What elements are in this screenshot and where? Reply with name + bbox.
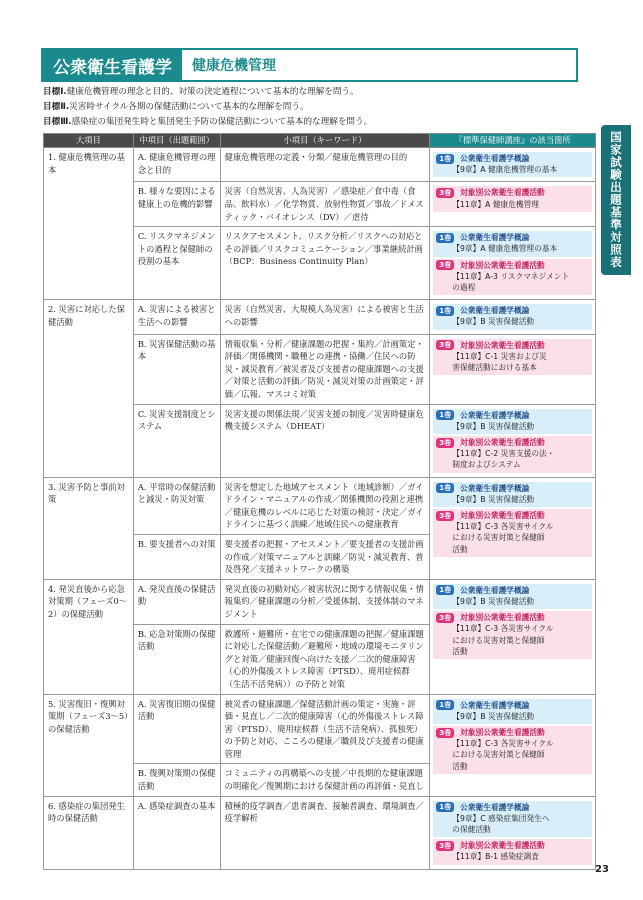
keyword-cell: 災害支援の関係法規／災害支援の制度／災害時健康危機支援システム（DHEAT） bbox=[220, 404, 430, 477]
book-title: 公衆衛生看護学概論 bbox=[460, 802, 530, 812]
table-row bbox=[44, 579, 596, 624]
reference-line: の保健活動 bbox=[452, 825, 491, 835]
major-item-cell: 5. 災害復旧・復興対策期（フェーズ3〜5）の保健活動 bbox=[44, 694, 134, 796]
table-header-row bbox=[44, 134, 596, 148]
reference-heading bbox=[436, 437, 589, 448]
volume-badge: 1巻 bbox=[436, 585, 454, 595]
reference-line: 活動 bbox=[452, 544, 468, 554]
page-header bbox=[41, 48, 578, 82]
goal-text: 感染症の集団発生時と集団発生予防の保健活動について基本的な理解を問う。 bbox=[71, 117, 373, 127]
mid-item-cell: A. 災害復旧期の保健活動 bbox=[133, 694, 220, 764]
reference-heading bbox=[436, 153, 589, 164]
reference-heading bbox=[436, 260, 589, 271]
reference-line: 【9章】B 災害保健活動 bbox=[452, 421, 535, 431]
book-title: 対象別公衆衛生看護活動 bbox=[460, 727, 545, 737]
keyword-cell: 情報収集・分析／健康課題の把握・集約／計画策定・評価／関係機関・職種との連携・協働／住民への防災・減災教育／被災者及び支援者の健康課題への支援／対策と活動の評価／防災・減災対策の計画策定・評価／広報、マスコミ対策 bbox=[220, 334, 430, 404]
mid-item-cell: C. リスクマネジメントの過程と保健師の役割の基本 bbox=[133, 227, 220, 300]
page-title: 公衆衛生看護学 bbox=[43, 50, 182, 80]
major-item-cell: 6. 感染症の集団発生時の保健活動 bbox=[44, 796, 134, 869]
book-title: 対象別公衆衛生看護活動 bbox=[460, 188, 545, 198]
volume-badge: 3巻 bbox=[436, 260, 454, 270]
volume-badge: 1巻 bbox=[436, 483, 454, 493]
major-item-cell: 1. 健康危機管理の基本 bbox=[44, 148, 134, 300]
book-title: 対象別公衆衛生看護活動 bbox=[460, 511, 545, 520]
reference-line: における災害対策と保健師 bbox=[452, 533, 545, 543]
reference-block bbox=[433, 231, 592, 256]
major-item-cell: 3. 災害予防と事前対策 bbox=[44, 477, 134, 579]
goal-text: 健康危機管理の理念と目的、対策の決定過程について基本的な理解を問う。 bbox=[66, 87, 359, 97]
keyword-cell: 健康危機管理の定義・分類／健康危機管理の目的 bbox=[220, 148, 430, 182]
volume-badge: 3巻 bbox=[436, 841, 454, 851]
reference-block bbox=[433, 726, 592, 774]
reference-block bbox=[433, 409, 592, 434]
reference-line: における災害対策と保健師 bbox=[452, 750, 545, 760]
reference-line: 【9章】B 災害保健活動 bbox=[452, 494, 535, 504]
mid-item-cell: B. 応急対策期の保健活動 bbox=[133, 624, 220, 694]
book-title: 対象別公衆衛生看護活動 bbox=[460, 340, 545, 350]
goal-item bbox=[43, 85, 583, 100]
keyword-cell: 災害（自然災害、大規模人為災害）による被害と生活への影響 bbox=[220, 300, 430, 334]
reference-line: 制度およびシステム bbox=[452, 460, 521, 470]
reference-line: 【11章】C-3 各災害サイクル bbox=[452, 522, 554, 532]
reference-line: 【9章】B 災害保健活動 bbox=[452, 711, 535, 721]
book-title: 公衆衛生看護学概論 bbox=[460, 306, 530, 316]
header-ref: 『標準保健師講座』の該当箇所 bbox=[430, 134, 596, 148]
volume-badge: 3巻 bbox=[436, 188, 454, 198]
exam-criteria-table bbox=[43, 133, 596, 870]
keyword-cell: 災害を想定した地域アセスメント（地域診断）／ガイドライン・マニュアルの作成／関係機関の役割と連携／健康危機のレベルに応じた対策の検討・決定／ガイドラインに基づく訓練／地域住民への健康教育 bbox=[220, 477, 430, 534]
reference-heading bbox=[436, 410, 589, 421]
keyword-cell: 積極的疫学調査／患者調査、接触者調査、環境調査／疫学解析 bbox=[220, 796, 430, 869]
reference-line: 【9章】B 災害保健活動 bbox=[452, 596, 535, 606]
reference-heading bbox=[436, 727, 589, 738]
mid-item-cell: A. 災害による被害と生活への影響 bbox=[133, 300, 220, 334]
keyword-cell: コミュニティの再構築への支援／中長期的な健康課題の明確化／復興期における保健計画の再評価・見直し bbox=[220, 764, 430, 796]
mid-item-cell: B. 様々な要因による健康上の危機的影響 bbox=[133, 182, 220, 227]
book-title: 対象別公衆衛生看護活動 bbox=[460, 613, 545, 623]
reference-block bbox=[433, 584, 592, 609]
table-body bbox=[44, 148, 596, 870]
book-title: 対象別公衆衛生看護活動 bbox=[460, 841, 545, 851]
header-mid: 中項目（出題範囲） bbox=[133, 134, 220, 148]
header-minor: 小項目（キーワード） bbox=[220, 134, 430, 148]
goal-item bbox=[43, 100, 583, 115]
volume-badge: 3巻 bbox=[436, 340, 454, 350]
reference-cell bbox=[430, 334, 596, 404]
reference-block bbox=[433, 436, 592, 473]
reference-line: 【9章】A 健康危機管理の基本 bbox=[452, 165, 558, 175]
reference-block bbox=[433, 611, 592, 659]
volume-badge: 3巻 bbox=[436, 613, 454, 623]
reference-heading bbox=[436, 187, 589, 198]
keyword-cell: 被災者の健康課題／保健活動計画の策定・実施・評価・見直し／二次的健康障害（心的外傷後ストレス障害（PTSD）、廃用症候群（生活不活発病）、孤独死）の予防と対応、こころの健康／職員及び支援者の健康管理 bbox=[220, 694, 430, 764]
goal-label: 目標Ⅲ. bbox=[43, 117, 72, 127]
keyword-cell: 発災直後の初動対応／被害状況に関する情報収集・情報集約／健康課題の分析／受援体制、支援体制のマネジメント bbox=[220, 579, 430, 624]
book-title: 公衆衛生看護学概論 bbox=[460, 410, 530, 420]
reference-block bbox=[433, 339, 592, 376]
reference-cell bbox=[430, 148, 596, 182]
reference-line: における災害対策と保健師 bbox=[452, 635, 545, 645]
table-row bbox=[44, 148, 596, 182]
table-row bbox=[44, 796, 596, 869]
book-title: 対象別公衆衛生看護活動 bbox=[460, 260, 545, 270]
reference-line: 活動 bbox=[452, 646, 468, 656]
reference-line: 【11章】A 健康危機管理 bbox=[452, 199, 539, 209]
reference-line: の過程 bbox=[452, 283, 476, 292]
mid-item-cell: A. 発災直後の保健活動 bbox=[133, 579, 220, 624]
goal-label: 目標Ⅰ. bbox=[43, 87, 67, 97]
mid-item-cell: A. 感染症調査の基本 bbox=[133, 796, 220, 869]
reference-line: 【11章】A-3 リスクマネジメント bbox=[452, 271, 570, 281]
reference-heading bbox=[436, 483, 589, 494]
volume-badge: 1巻 bbox=[436, 306, 454, 316]
keyword-cell: 要支援者の把握・アセスメント／要支援者の支援計画の作成／対策マニュアルと訓練／防災・減災教育、普及啓発／支援ネットワークの構築 bbox=[220, 534, 430, 579]
keyword-cell: 救護所・避難所・在宅での健康課題の把握／健康課題に対応した保健活動／避難所・地域の環境モニタリングと対策／健康回復へ向けた支援／二次的健康障害（心的外傷後ストレス障害（PTSD）、廃用症候群（生活不活発病））の予防と対策 bbox=[220, 624, 430, 694]
reference-line: 【9章】C 感染症集団発生へ bbox=[452, 813, 550, 823]
reference-line: 【11章】C-2 災害支援の法・ bbox=[452, 449, 555, 459]
reference-block bbox=[433, 259, 592, 296]
reference-line: 【11章】B-1 感染症調査 bbox=[452, 852, 539, 862]
side-index-tab[interactable]: 国家試験出題基準対照表 bbox=[601, 125, 631, 275]
reference-block bbox=[433, 801, 592, 838]
reference-line: 【9章】B 災害保健活動 bbox=[452, 317, 535, 327]
volume-badge: 3巻 bbox=[436, 728, 454, 738]
page-subtitle: 健康危機管理 bbox=[192, 58, 276, 74]
reference-line: 活動 bbox=[452, 761, 468, 771]
volume-badge: 3巻 bbox=[436, 511, 454, 521]
reference-heading bbox=[436, 305, 589, 316]
reference-heading bbox=[436, 700, 589, 711]
reference-line: 【11章】C-3 各災害サイクル bbox=[452, 624, 554, 634]
reference-block bbox=[433, 509, 592, 557]
reference-cell bbox=[430, 227, 596, 300]
volume-badge: 1巻 bbox=[436, 700, 454, 710]
reference-cell bbox=[430, 182, 596, 227]
mid-item-cell: C. 災害支援制度とシステム bbox=[133, 404, 220, 477]
reference-block bbox=[433, 152, 592, 177]
reference-block bbox=[433, 186, 592, 211]
reference-block bbox=[433, 839, 592, 864]
reference-heading bbox=[436, 510, 589, 521]
reference-heading bbox=[436, 612, 589, 623]
major-item-cell: 2. 災害に対応した保健活動 bbox=[44, 300, 134, 477]
reference-cell bbox=[430, 404, 596, 477]
volume-badge: 1巻 bbox=[436, 410, 454, 420]
mid-item-cell: B. 災害保健活動の基本 bbox=[133, 334, 220, 404]
reference-heading bbox=[436, 840, 589, 851]
book-title: 対象別公衆衛生看護活動 bbox=[460, 437, 545, 447]
keyword-cell: リスクアセスメント、リスク分析／リスクへの対応とその評価／リスクコミュニケーション／事業継続計画（BCP：Business Continuity Plan） bbox=[220, 227, 430, 300]
book-title: 公衆衛生看護学概論 bbox=[460, 483, 530, 493]
book-title: 公衆衛生看護学概論 bbox=[460, 154, 530, 163]
mid-item-cell: B. 要支援者への対策 bbox=[133, 534, 220, 579]
reference-heading bbox=[436, 232, 589, 243]
reference-cell bbox=[430, 796, 596, 869]
reference-line: 【11章】C-3 各災害サイクル bbox=[452, 739, 554, 749]
mid-item-cell: A. 平常時の保健活動と減災・防災対策 bbox=[133, 477, 220, 534]
reference-cell bbox=[430, 579, 596, 694]
major-item-cell: 4. 発災直後から応急対策期（フェーズ0〜2）の保健活動 bbox=[44, 579, 134, 694]
goal-item bbox=[43, 115, 583, 130]
reference-line: 害保健活動における基本 bbox=[452, 363, 537, 373]
table-row bbox=[44, 477, 596, 534]
reference-heading bbox=[436, 585, 589, 596]
reference-cell bbox=[430, 694, 596, 796]
reference-line: 【11章】C-1 災害および災 bbox=[452, 351, 547, 361]
keyword-cell: 災害（自然災害、人為災害）／感染症／食中毒（食品、飲料水）／化学物質、放射性物質／事故／ドメスティック・バイオレンス（DV）／虐待 bbox=[220, 182, 430, 227]
reference-block bbox=[433, 482, 592, 507]
page-number: 23 bbox=[595, 864, 609, 875]
goals-list bbox=[43, 85, 583, 130]
volume-badge: 1巻 bbox=[436, 802, 454, 812]
book-title: 公衆衛生看護学概論 bbox=[460, 585, 530, 595]
reference-heading bbox=[436, 340, 589, 351]
volume-badge: 3巻 bbox=[436, 438, 454, 448]
goal-text: 災害時サイクル各期の保健活動について基本的な理解を問う。 bbox=[69, 102, 309, 112]
table-row bbox=[44, 300, 596, 334]
reference-block bbox=[433, 699, 592, 724]
reference-line: 【9章】A 健康危機管理の基本 bbox=[452, 244, 558, 254]
reference-heading bbox=[436, 802, 589, 813]
goal-label: 目標Ⅱ. bbox=[43, 102, 70, 112]
volume-badge: 1巻 bbox=[436, 233, 454, 243]
mid-item-cell: A. 健康危機管理の理念と目的 bbox=[133, 148, 220, 182]
book-title: 公衆衛生看護学概論 bbox=[460, 233, 530, 243]
volume-badge: 1巻 bbox=[436, 154, 454, 164]
reference-block bbox=[433, 304, 592, 329]
reference-cell bbox=[430, 477, 596, 579]
mid-item-cell: B. 復興対策期の保健活動 bbox=[133, 764, 220, 796]
book-title: 公衆衛生看護学概論 bbox=[460, 700, 530, 710]
table-row bbox=[44, 694, 596, 764]
reference-cell bbox=[430, 300, 596, 334]
header-major: 大項目 bbox=[44, 134, 134, 148]
